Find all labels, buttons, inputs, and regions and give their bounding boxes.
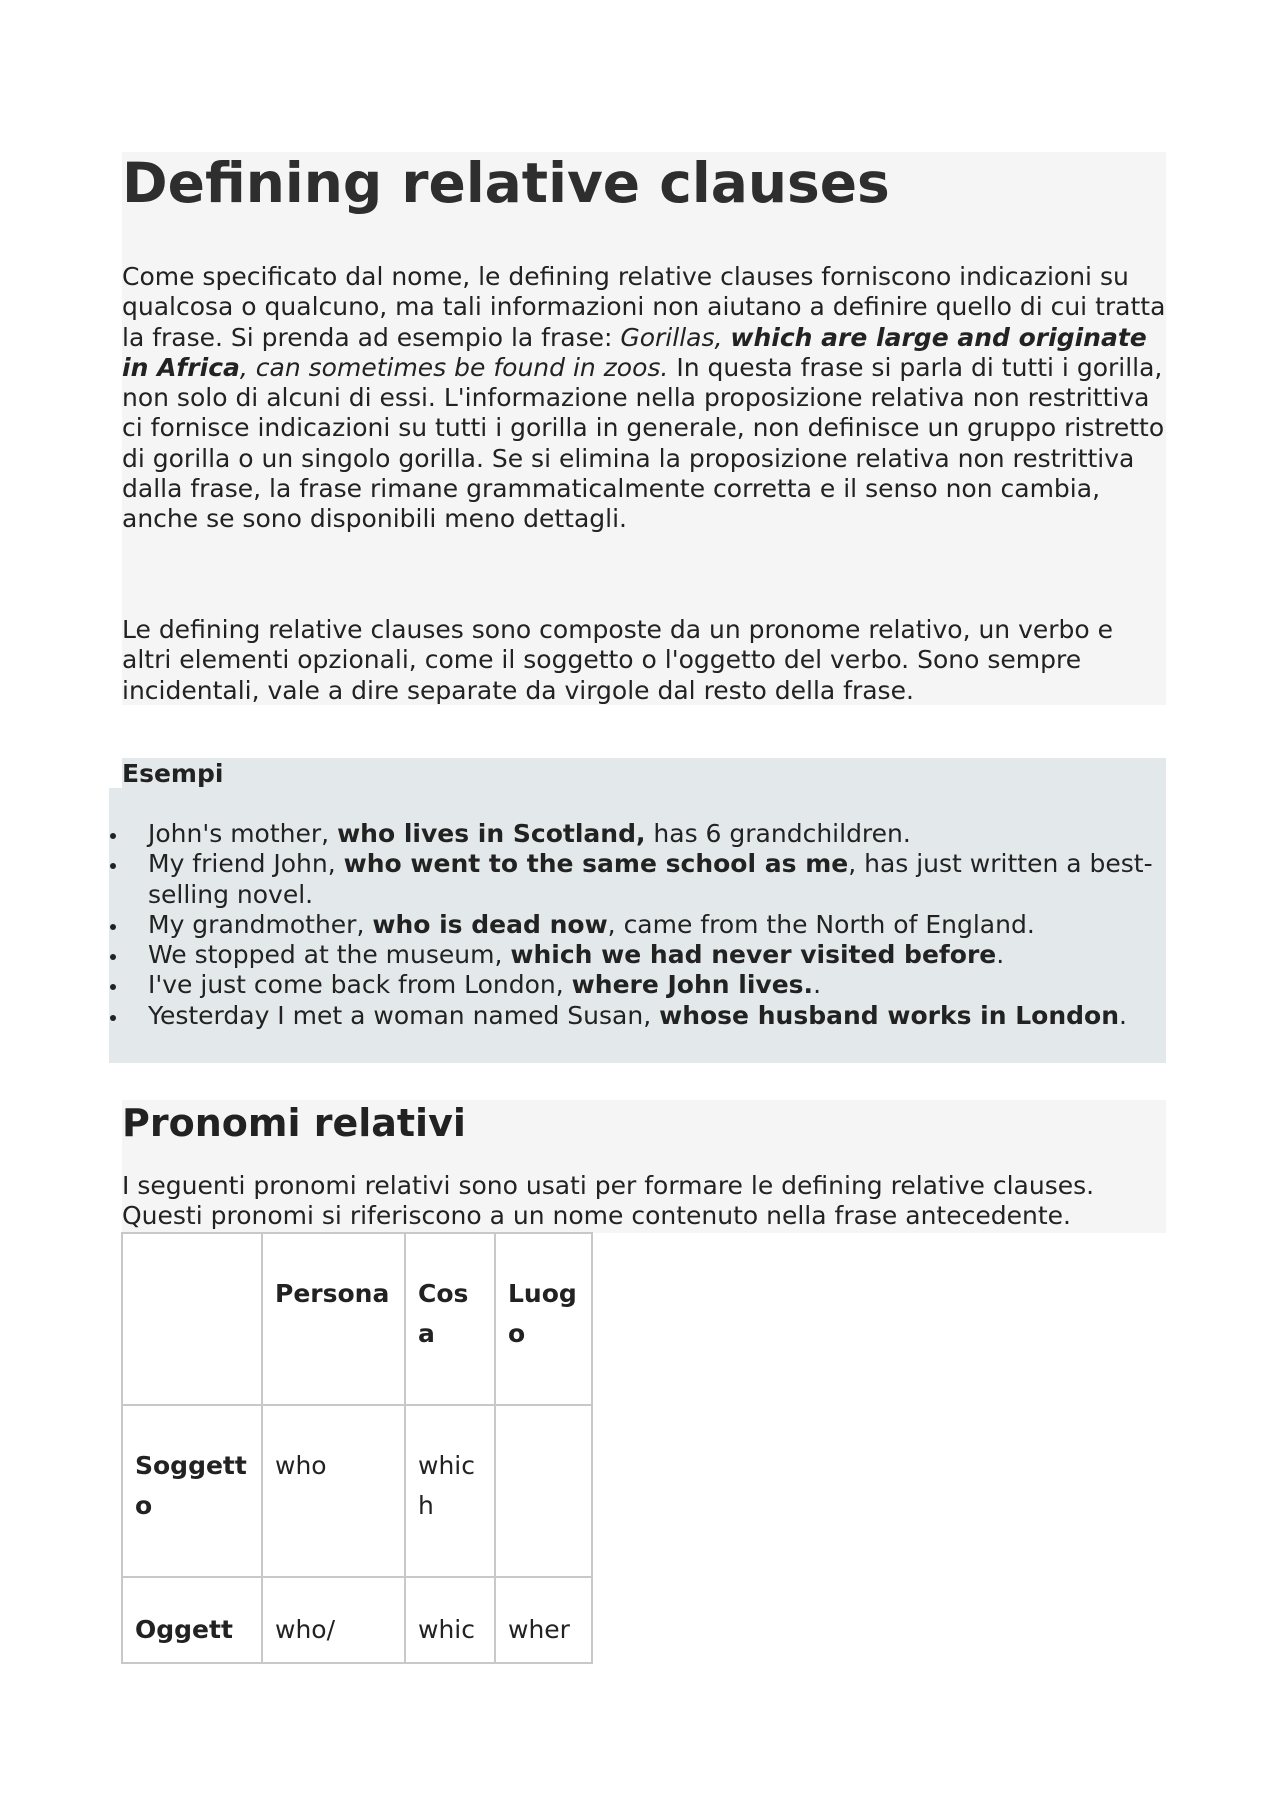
page-title: Defining relative clauses [122,151,890,215]
table-row [122,1405,592,1577]
structure-paragraph: Le defining relative clauses sono composte da un pronome relativo, un verbo e altri elementi opzionali, come il soggetto o l'oggetto del verbo. Sono sempre incidentali, vale a dire separate da virgole dal resto della frase. [122,615,1114,705]
relative-pronouns-table [121,1232,593,1664]
table-cell [495,1405,592,1577]
list-item: My grandmother, who is dead now, came from the North of England. [148,910,1188,940]
table-cell: wher [495,1577,592,1663]
column-header-person: Persona [262,1233,405,1405]
intro-paragraph [122,262,1166,535]
list-item: We stopped at the museum, which we had never visited before. [148,940,1188,970]
table-cell: which [405,1405,495,1577]
column-header-place: Luogo [495,1233,592,1405]
table-corner-cell [122,1233,262,1405]
list-item: My friend John, who went to the same school as me, has just written a best-selling novel. [148,849,1188,910]
intro-text-start: Come specificato dal nome, le defining relative clauses forniscono indicazioni su qualcosa o qualcuno, ma tali informazioni non aiutano a definire quello di cui tratta la frase. Si prenda ad esempio la frase: [122,262,1166,352]
intro-text-end: In questa frase si parla di tutti i gorilla, non solo di alcuni di essi. L'informazione nella proposizione relativa non restrittiva ci fornisce indicazioni su tutti i gorilla in generale, non definisce un gruppo ristretto di gorilla o un singolo gorilla. Se si elimina la proposizione relativa non restrittiva dalla frase, la frase rimane grammaticalmente corretta e il senso non cambia, anche se sono disponibili meno dettagli. [122,352,1165,534]
list-item: I've just come back from London, where John lives.. [148,970,1188,1000]
column-header-thing: Cosa [405,1233,495,1405]
row-header-object: Oggett [122,1577,262,1663]
example-sentence-end: , can sometimes be found in zoos. [239,352,669,382]
list-item: Yesterday I met a woman named Susan, whose husband works in London. [148,1001,1188,1031]
table-row [122,1577,592,1663]
list-item: John's mother, who lives in Scotland, has 6 grandchildren. [148,819,1188,849]
examples-heading-background [122,758,1166,788]
row-header-subject: Soggetto [122,1405,262,1577]
pronouns-paragraph: I seguenti pronomi relativi sono usati per formare le defining relative clauses. Questi pronomi si riferiscono a un nome contenuto nella frase antecedente. [122,1171,1095,1231]
example-relative-clause: which are large and originate in Africa [122,322,1147,382]
table-cell: who/ [262,1577,405,1663]
table-cell: who [262,1405,405,1577]
table-header-row [122,1233,592,1405]
examples-heading: Esempi [122,759,224,788]
table-cell: whic [405,1577,495,1663]
example-sentence-start: Gorillas, [620,322,731,352]
pronouns-heading: Pronomi relativi [122,1101,466,1145]
examples-list [122,819,1188,1031]
